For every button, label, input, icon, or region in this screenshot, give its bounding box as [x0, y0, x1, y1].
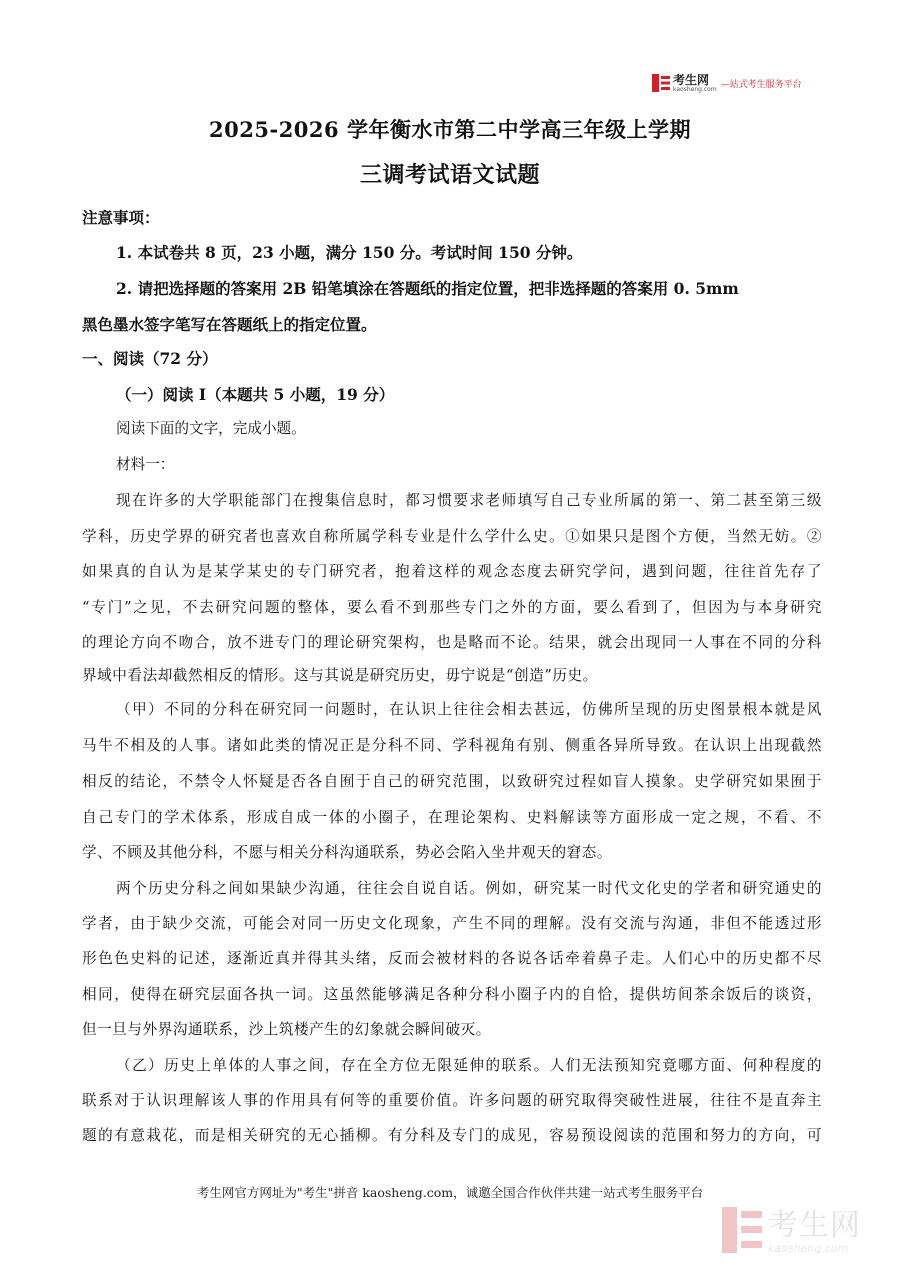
passage-line: 联系对于认识理解该人事的作用具有何等的重要价值。许多问题的研究取得突破性进展，往往不是直奔主	[82, 1092, 822, 1109]
passage-line: （乙）历史上单体的人事之间，存在全方位无限延伸的联系。人们无法预知究竟哪方面、何种程度的	[116, 1057, 822, 1074]
document-subtitle: 三调考试语文试题	[359, 162, 540, 188]
passage-line: 题的有意栽花，而是相关研究的无心插柳。有分科及专门的成见，容易预设阅读的范围和努力的方向，可	[82, 1127, 822, 1144]
notice-item-2-line-2: 黑色墨水签字笔写在答题纸上的指定位置。	[82, 315, 377, 334]
passage-line: 界域中看法却截然相反的情形。这与其说是研究历史，毋宁说是“创造”历史。	[82, 667, 598, 684]
logo-domain: kaosheng.com	[673, 85, 717, 93]
kaosheng-logo-icon	[652, 74, 670, 92]
passage-line: 如果真的自认为是某学某史的专门研究者，抱着这样的观念态度去研究学问，遇到问题，往往首先存了	[82, 563, 822, 580]
notice-item-1: 1. 本试卷共 8 页，23 小题，满分 150 分。考试时间 150 分钟。	[116, 243, 583, 262]
watermark-domain: kaosheng.com	[768, 1241, 849, 1255]
watermark	[722, 1206, 882, 1258]
passage-line: （甲）不同的分科在研究同一问题时，在认识上往往会相去甚远，仿佛所呈现的历史图景根本就是风	[116, 701, 822, 718]
logo-name: 考生网	[673, 72, 710, 87]
passage-line: 的理论方向不吻合，放不进专门的理论研究架构，也是略而不论。结果，就会出现同一人事在不同的分科	[82, 634, 822, 651]
notice-item-2-line-1: 2. 请把选择题的答案用 2B 铅笔填涂在答题纸的指定位置，把非选择题的答案用 0. 5mm	[116, 279, 739, 298]
passage-line: 形色色史料的记述，逐渐近真并得其头绪，反而会被材料的各说各话牵着鼻子走。人们心中的历史都不尽	[82, 950, 822, 967]
material-label: 材料一：	[116, 456, 175, 473]
page-footer: 考生网官方网址为"考生"拼音 kaosheng.com，诚邀全国合作伙伴共建一站式考生服务平台	[196, 1185, 704, 1200]
subsection-heading: （一）阅读 I（本题共 5 小题，19 分）	[116, 385, 395, 404]
passage-line: 学、不顾及其他分科，不愿与相关分科沟通联系，势必会陷入坐井观天的窘态。	[82, 844, 613, 861]
section-heading: 一、阅读（72 分）	[82, 349, 218, 368]
brand-logo	[652, 72, 802, 94]
instruction: 阅读下面的文字，完成小题。	[116, 420, 306, 437]
passage-line: 马牛不相及的人事。诸如此类的情况正是分科不同、学科视角有别、侧重各异所导致。在认识上出现截然	[82, 737, 822, 754]
watermark-name: 考生网	[768, 1207, 861, 1243]
passage-line: “专门”之见，不去研究问题的整体，要么看不到那些专门之外的方面，要么看到了，但因为与本身研究	[82, 599, 822, 616]
logo-slogan: —站式考生服务平台	[720, 79, 802, 90]
passage-line: 相反的结论，不禁令人怀疑是否各自囿于自己的研究范围，以致研究过程如盲人摸象。史学研究如果囿于	[82, 773, 822, 790]
notice-heading: 注意事项：	[82, 208, 160, 227]
passage-line: 现在许多的大学职能部门在搜集信息时，都习惯要求老师填写自己专业所属的第一、第二甚至第三级	[116, 492, 822, 509]
passage-line: 学科，历史学界的研究者也喜欢自称所属学科专业是什么学什么史。①如果只是图个方便，当然无妨。②	[82, 528, 822, 545]
document-title: 2025-2026 学年衡水市第二中学高三年级上学期	[209, 117, 691, 142]
passage-line: 相同，使得在研究层面各执一词。这虽然能够满足各种分科小圈子内的自恰，提供坊间茶余饭后的谈资，	[82, 986, 822, 1003]
watermark-logo-icon	[722, 1207, 762, 1257]
passage-line: 学者，由于缺少交流，可能会对同一历史文化现象，产生不同的理解。没有交流与沟通，非但不能透过形	[82, 915, 822, 932]
passage-line: 两个历史分科之间如果缺少沟通，往往会自说自话。例如，研究某一时代文化史的学者和研究通史的	[116, 880, 822, 897]
passage-line: 但一旦与外界沟通联系，沙上筑楼产生的幻象就会瞬间破灭。	[82, 1021, 491, 1038]
passage-line: 自己专门的学术体系，形成自成一体的小圈子，在理论架构、史料解读等方面形成一定之规，不看、不	[82, 809, 822, 826]
